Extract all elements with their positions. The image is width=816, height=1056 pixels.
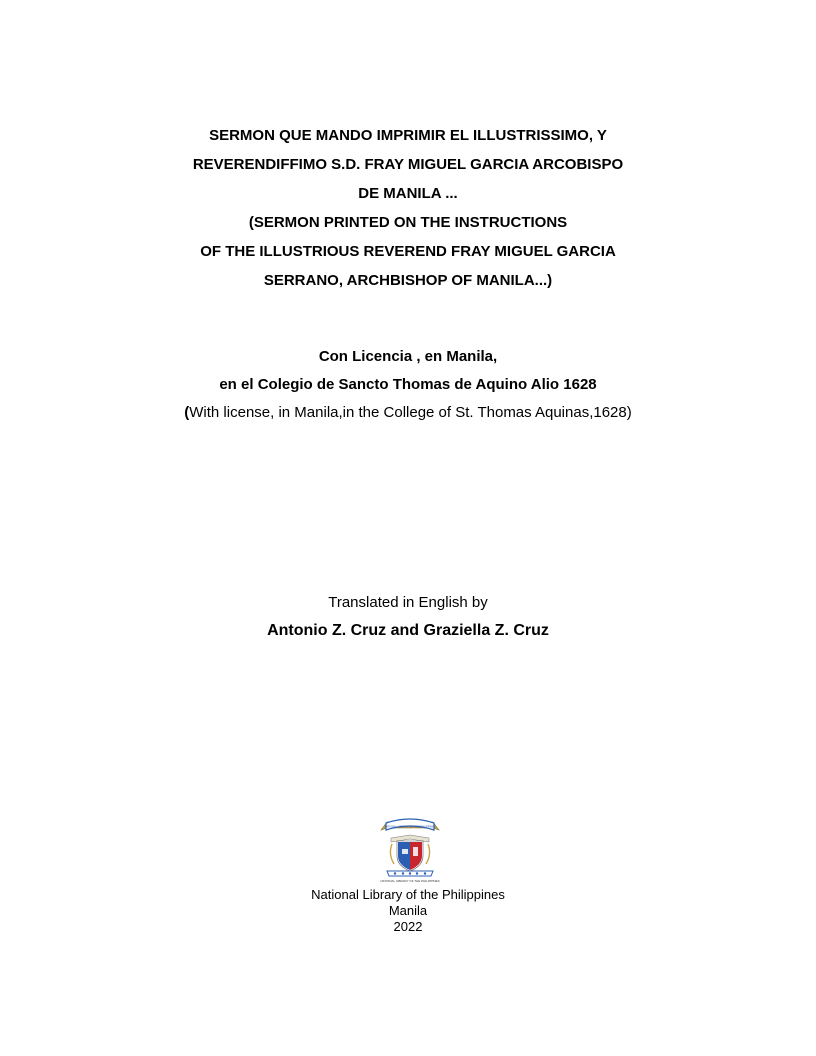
publisher-year: 2022 [393,919,423,934]
imprint-open-paren: ( [184,404,190,421]
title-line: REVERENDIFFIMO S.D. FRAY MIGUEL GARCIA ARCOBISPO [192,156,624,173]
seal-banner-text: NATIONAL LIBRARY OF THE PHILIPPINES [384,825,436,829]
translator-names: Antonio Z. Cruz and Graziella Z. Cruz [267,622,549,639]
imprint-translation-line [80,399,736,427]
imprint [80,343,736,427]
translated-by-label: Translated in English by [328,594,488,611]
publisher-city: Manila [388,903,428,918]
publisher-block [200,887,616,935]
imprint-college-line: en el Colegio de Sancto Thomas de Aquino Alio 1628 [219,376,597,393]
title-line: (SERMON PRINTED ON THE INSTRUCTIONS [248,214,568,231]
title-line: DE MANILA ... [358,185,458,202]
imprint-translation-text: With license, in Manila,in the College of St. Thomas Aquinas,1628) [189,404,632,421]
title-line: SERRANO, ARCHBISHOP OF MANILA...) [263,272,553,289]
national-library-seal-icon [377,816,443,884]
imprint-license-line: Con Licencia , en Manila, [318,348,498,365]
seal-caption-text: NATIONAL LIBRARY OF THE PHILIPPINES [380,879,440,883]
publisher-name: National Library of the Philippines [311,887,505,902]
title-line: SERMON QUE MANDO IMPRIMIR EL ILLUSTRISSIMO, Y [209,127,607,144]
document-title [100,121,716,295]
title-line: OF THE ILLUSTRIOUS REVEREND FRAY MIGUEL GARCIA [200,243,616,260]
